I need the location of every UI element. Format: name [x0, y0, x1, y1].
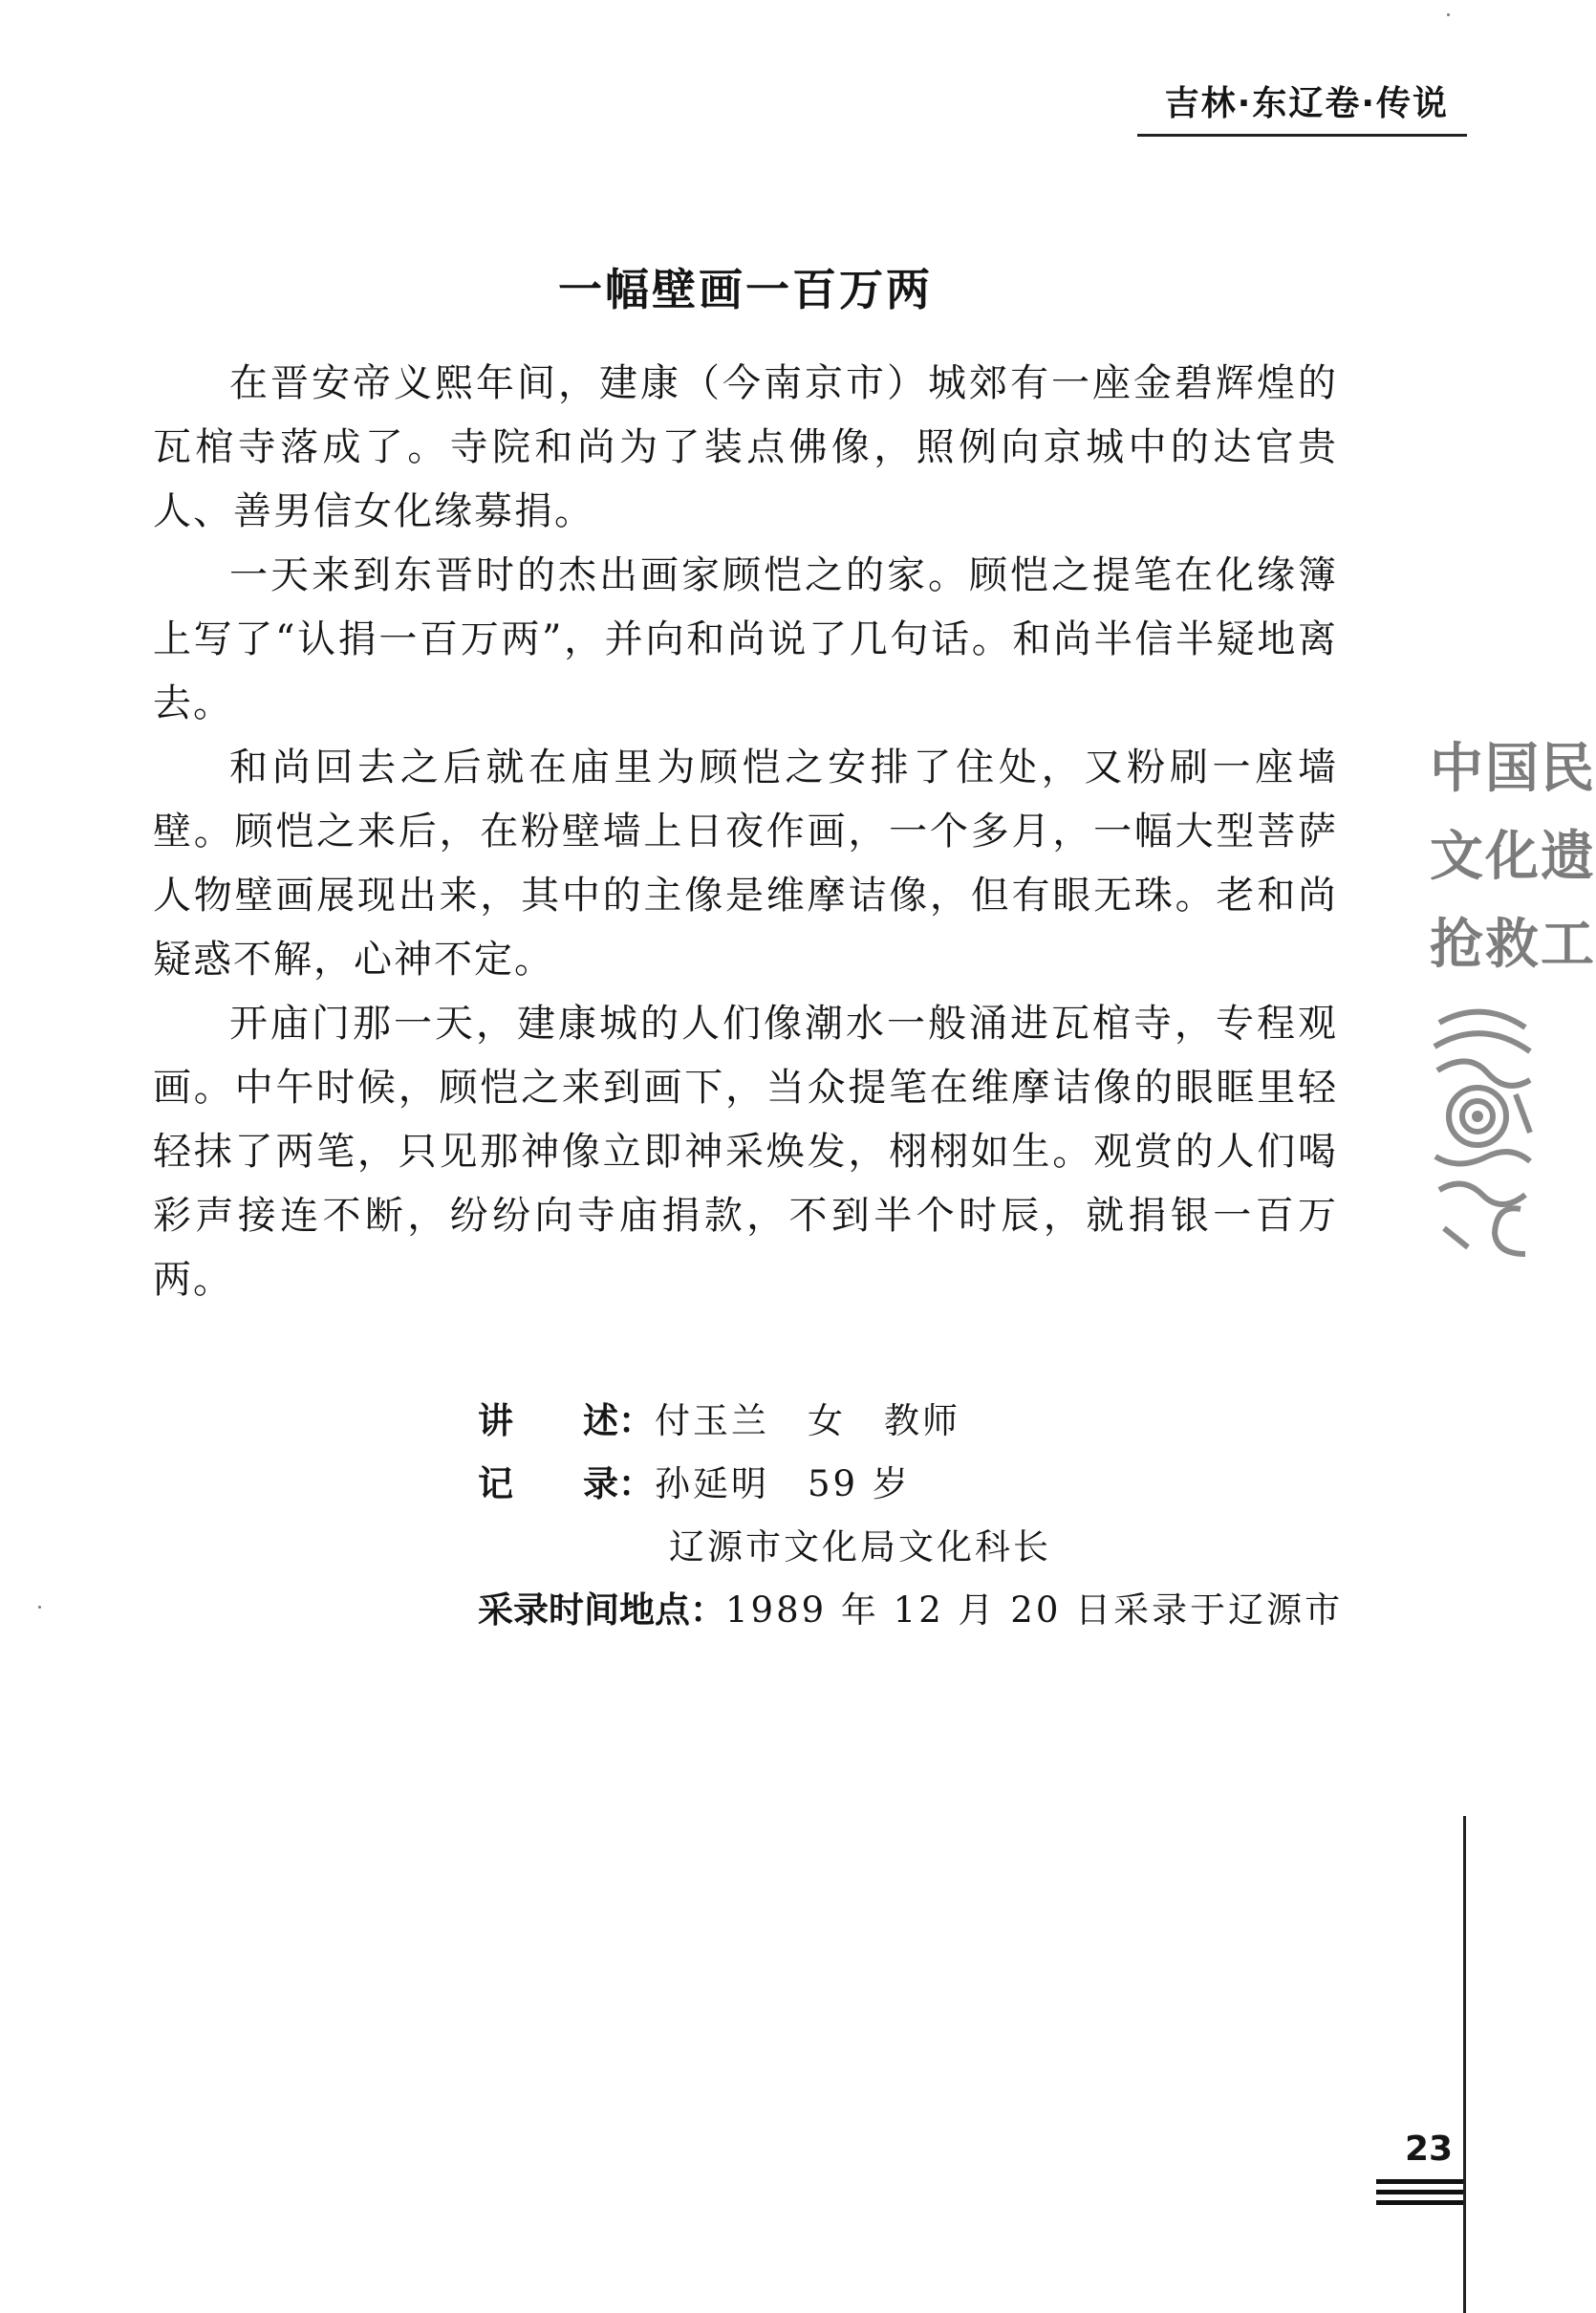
collection-value: 1989 年 12 月 20 日采录于辽源市	[725, 1589, 1344, 1631]
narrator-value	[655, 1390, 960, 1453]
story-title: 一幅壁画一百万两	[558, 263, 933, 315]
side-text-line: 文化遗	[1430, 826, 1596, 888]
side-text-line: 中国民	[1430, 738, 1596, 800]
collection-row	[478, 1579, 1343, 1642]
page-number: 23	[1404, 2129, 1454, 2169]
narrator-gender: 女	[808, 1400, 846, 1441]
page-number-bars	[1376, 2179, 1463, 2211]
scan-speck	[38, 1606, 41, 1609]
recorder-label: 记 录：	[478, 1463, 654, 1504]
recorder-name: 孙延明	[655, 1463, 769, 1504]
story-paragraph: 和尚回去之后就在庙里为顾恺之安排了住处，又粉刷一座墙壁。顾恺之来后，在粉壁墙上日夜作画，一个多月，一幅大型菩萨人物壁画展现出来，其中的主像是维摩诘像，但有眼无珠。老和尚疑惑不解，心神不定。	[153, 746, 1338, 982]
story-body	[153, 352, 1338, 1312]
running-header: 吉林·东辽卷·传说	[1164, 84, 1449, 123]
credits-block	[478, 1390, 1343, 1642]
recorder-title: 辽源市文化局文化科长	[669, 1526, 1051, 1567]
recorder-row	[478, 1453, 1343, 1516]
recorder-title-row	[478, 1516, 1343, 1579]
recorder-age: 59 岁	[808, 1463, 911, 1504]
narrator-row	[478, 1390, 1343, 1453]
narrator-label: 讲 述：	[478, 1400, 654, 1441]
story-paragraph: 开庙门那一天，建康城的人们像潮水一般涌进瓦棺寺，专程观画。中午时候，顾恺之来到画下，当众提笔在维摩诘像的眼眶里轻轻抹了两笔，只见那神像立即神采焕发，栩栩如生。观赏的人们喝彩声接连不断，纷纷向寺庙捐款，不到半个时辰，就捐银一百万两。	[153, 1002, 1338, 1302]
scan-speck	[1447, 13, 1450, 16]
narrator-job: 教师	[884, 1400, 960, 1441]
recorder-value	[655, 1453, 911, 1516]
collection-label: 采录时间地点：	[478, 1589, 725, 1631]
ornament-pattern-icon	[1430, 1004, 1535, 1262]
narrator-name: 付玉兰	[655, 1400, 769, 1441]
header-rule	[1137, 134, 1467, 137]
margin-rule	[1463, 1816, 1466, 2313]
side-text-line: 抢救工	[1430, 914, 1596, 976]
side-series-decoration	[1430, 726, 1596, 1262]
story-paragraph: 一天来到东晋时的杰出画家顾恺之的家。顾恺之提笔在化缘簿上写了“认捐一百万两”，并向和尚说了几句话。和尚半信半疑地离去。	[153, 553, 1338, 725]
story-paragraph: 在晋安帝义熙年间，建康（今南京市）城郊有一座金碧辉煌的瓦棺寺落成了。寺院和尚为了装点佛像，照例向京城中的达官贵人、善男信女化缘募捐。	[153, 361, 1338, 533]
